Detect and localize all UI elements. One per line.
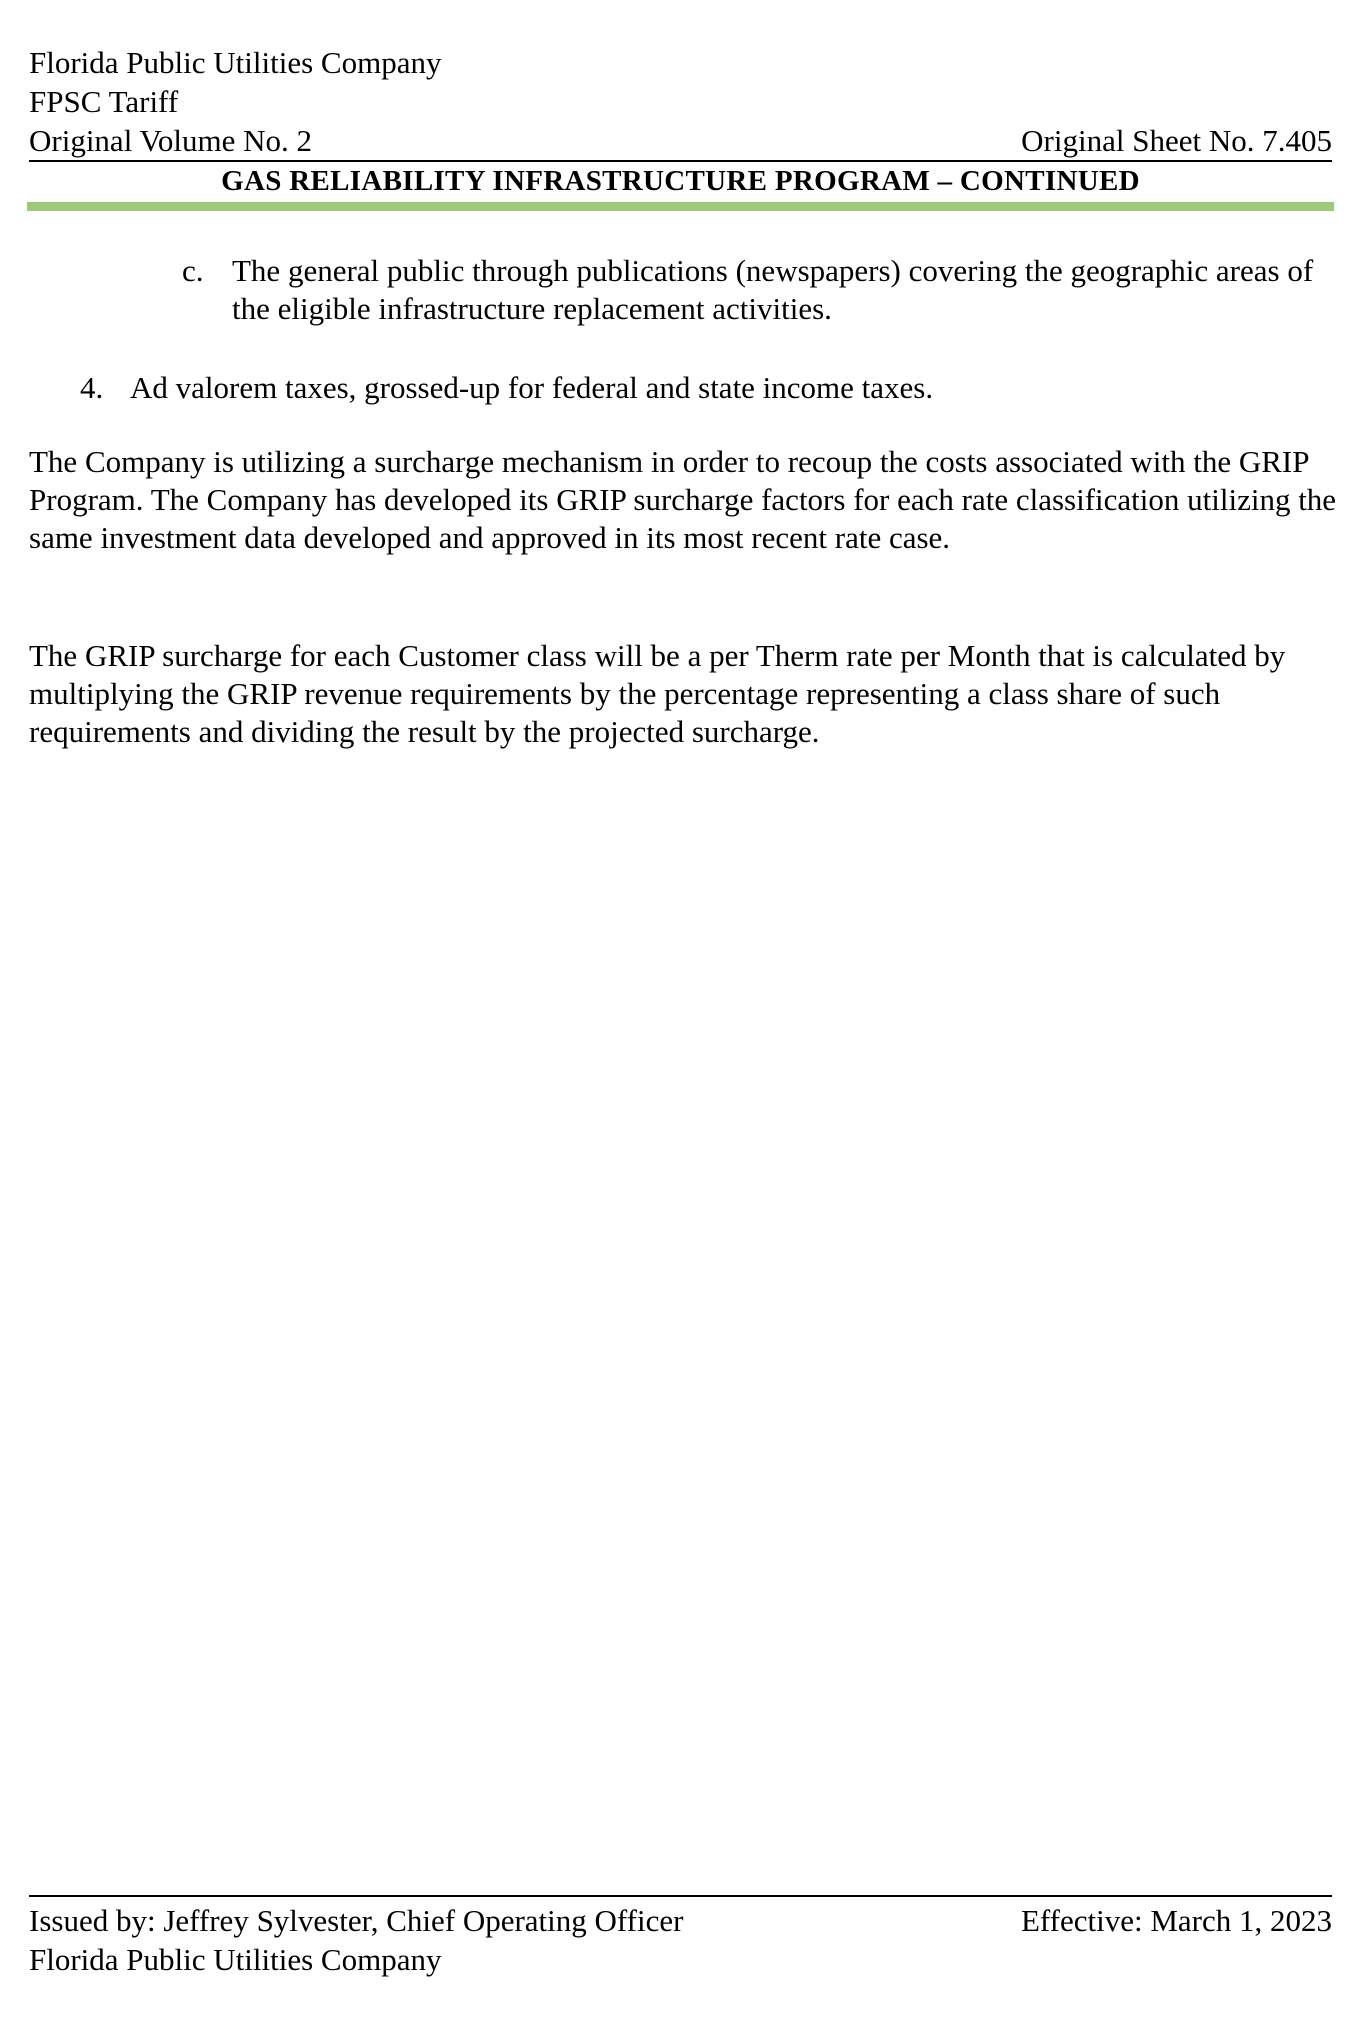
list-marker-4: 4. <box>80 370 104 405</box>
footer-divider <box>29 1895 1332 1897</box>
list-text-4: Ad valorem taxes, grossed-up for federal and state income taxes. <box>130 370 934 405</box>
header-tariff: FPSC Tariff <box>29 84 179 119</box>
footer-effective-date: Effective: March 1, 2023 <box>1020 1903 1332 1938</box>
page-title: GAS RELIABILITY INFRASTRUCTURE PROGRAM – CONTINUED <box>221 165 1140 197</box>
list-text-c: The general public through publications (newspapers) covering the geographic areas of the eligible infrastructure replacement activities. <box>232 253 1314 326</box>
list-item-c <box>182 252 1322 328</box>
title-underline-accent <box>27 202 1334 211</box>
paragraph-surcharge-mechanism: The Company is utilizing a surcharge mechanism in order to recoup the costs associated with the GRIP Program. The Company has developed its GRIP surcharge factors for each rate classification utilizing the same investment data developed and approved in its most recent rate case. <box>29 444 1337 555</box>
header-company: Florida Public Utilities Company <box>29 45 442 80</box>
paragraph-surcharge-calculation: The GRIP surcharge for each Customer class will be a per Therm rate per Month that is calculated by multiplying the GRIP revenue requirements by the percentage representing a class share of such requirements and dividing the result by the projected surcharge. <box>29 638 1286 749</box>
footer-issued-by: Issued by: Jeffrey Sylvester, Chief Operating Officer <box>29 1903 684 1938</box>
list-item-4 <box>80 369 1320 407</box>
header-sheet-number: Original Sheet No. 7.405 <box>1021 123 1332 158</box>
list-marker-c: c. <box>182 253 204 288</box>
footer-company: Florida Public Utilities Company <box>29 1942 442 1977</box>
header-volume: Original Volume No. 2 <box>29 123 313 158</box>
